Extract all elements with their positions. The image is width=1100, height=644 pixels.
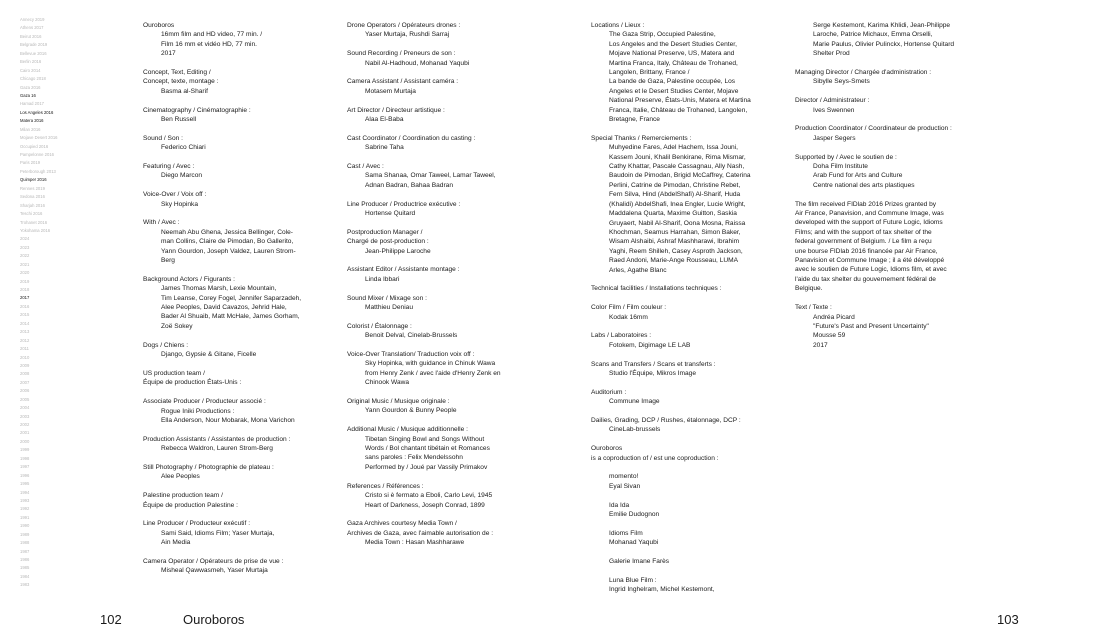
credit-entry (347, 106, 547, 125)
credit-role: Concept, Text, Editing / Concept, texte, montage : (143, 69, 219, 86)
index-item: 2004 (20, 405, 30, 411)
index-item: Gaza 16 (20, 92, 36, 98)
credit-entry (347, 228, 547, 256)
credit-names: Alaa El-Baba (365, 116, 404, 124)
credit-entry (347, 519, 547, 547)
credit-role: Associate Producer / Producteur associé : (143, 398, 266, 406)
index-item: Matera 2016 (20, 118, 44, 124)
index-item: 2010 (20, 354, 30, 360)
credit-entry (347, 397, 547, 416)
index-item: Cairo 2014 (20, 67, 41, 73)
credit-names: momento! Eyal Sivan (609, 473, 641, 490)
index-item: Yokohama 2016 (20, 227, 51, 233)
credit-entry (143, 463, 333, 482)
index-item: 2009 (20, 362, 30, 368)
index-item: Belgrade 2019 (20, 42, 48, 48)
credit-names: Rogue Iniki Productions : Ella Anderson, Nour Mobarak, Mona Varichon (161, 407, 295, 424)
credit-entry (795, 96, 963, 115)
index-item: 2018 (20, 287, 30, 292)
continued-credit: Serge Kestemont, Karima Khlidi, Jean-Philippe Laroche, Patrice Michaux, Emma Orselli, Marie Paulus, Olivier Pulinckx, Hortense Quitard Shelter Prod (813, 22, 955, 58)
credit-entry (347, 21, 547, 40)
index-item: Pampelonne 2016 (20, 152, 54, 157)
credit-names: Linda Ibbari (365, 275, 400, 283)
page-number-left: 102 (100, 612, 122, 627)
credit-role: Scans and Transfers / Scans et transferts : (591, 360, 716, 368)
credit-entry (347, 322, 547, 341)
index-item: 2000 (20, 438, 30, 444)
credit-entry (347, 482, 547, 510)
credit-role: US production team / Équipe de production États-Unis : (143, 369, 242, 387)
credit-names: Luna Blue Film : Ingrid Inghelram, Michel Kestemont, (609, 576, 715, 594)
index-item: Chicago 2018 (20, 76, 46, 82)
index-item: Los Angeles 2016 (20, 109, 54, 115)
credit-role: References / Références : (347, 482, 424, 490)
credit-role: Locations / Lieux : (591, 22, 645, 29)
credit-entry (143, 21, 333, 59)
index-item: Mojave Desert 2016 (20, 135, 58, 141)
credit-role: Assistant Editor / Assistante montage : (347, 266, 460, 274)
credit-role: Sound / Son : (143, 134, 183, 142)
credit-entry (143, 68, 333, 96)
credit-entry (591, 360, 771, 379)
credit-entry (143, 218, 333, 265)
index-item: Occupied 2016 (20, 143, 49, 149)
credit-entry (591, 529, 771, 548)
credit-names: Media Town : Hasan Mashharawe (365, 539, 465, 547)
index-item: Gaza 2016 (20, 84, 41, 90)
credit-role: Line Producer / Producteur exécutif : (143, 520, 251, 528)
credit-entry (143, 435, 333, 454)
credit-entry (143, 134, 333, 153)
credit-names: Matthieu Deniau (365, 304, 414, 312)
credit-entry (347, 162, 547, 190)
credit-entry (143, 190, 333, 209)
credit-role: Auditorium : (591, 388, 627, 396)
credit-role: Dogs / Chiens : (143, 341, 189, 349)
credit-names: Sama Shanaa, Omar Taweel, Lamar Taweel, Adnan Badran, Bahaa Badran (365, 172, 496, 189)
credit-entry (591, 472, 771, 491)
credit-entry (591, 303, 771, 322)
page-number-right: 103 (997, 612, 1019, 627)
index-item: 2008 (20, 371, 30, 377)
credit-entry (143, 162, 333, 181)
credit-entry (143, 275, 333, 331)
credit-entry (591, 576, 771, 595)
credit-names: James Thomas Marsh, Lexie Mountain, Tim Leanse, Corey Fogel, Jennifer Saparzadeh, Alee Peoples, David Cavazos, Jehrid Hale, Bader Al Shuaib, Matt McHale, James Gorham, Zoë Sokey (161, 285, 302, 330)
credit-entry (591, 21, 771, 124)
index-item: 2007 (20, 379, 30, 385)
credit-role: Voice-Over / Voix off : (143, 191, 207, 199)
credit-names: Yaser Murtaja, Rushdi Sarraj (365, 31, 450, 39)
credit-names: Django, Gypsie & Gitane, Ficelle (161, 351, 257, 359)
index-item: Bellevue 2016 (20, 50, 47, 56)
index-item: 2023 (20, 244, 30, 250)
index-item: Trohanet 2016 (20, 219, 48, 225)
credit-names: Motasem Murtaja (365, 87, 416, 95)
credit-names: Sky Hopinka (161, 200, 199, 208)
credit-names: Galerie Imane Farès (609, 557, 670, 565)
credit-entry (591, 444, 771, 463)
index-item: 2003 (20, 413, 30, 419)
funding-paragraph: The film received FIDlab 2016 Prizes granted by Air France, Panavision, and Commune Image, was developed with the support of Future Logic, Idioms Films; and with the support of tax shelter of the federal government of Belgium. / Le film a reçu une bourse FIDlab 2016 financée par Air France, Panavision et Commune Image ; il a été développé avec le soutien de Future Logic, Idioms film, et avec l'aide du tax shelter du gouvernement fédéral de Belgique. (795, 200, 947, 293)
index-item: 2016 (20, 303, 30, 309)
credit-names: Federico Chiari (161, 144, 206, 152)
credit-role: Color Film / Film couleur : (591, 304, 667, 312)
credit-names: Andréa Picard "Future's Past and Present Uncertainty" Mousse 59 2017 (813, 313, 929, 349)
credit-names: The Gaza Strip, Occupied Palestine, Los Angeles and the Desert Studies Center, Mojave National Preserve, US, Matera and Martina Franca, Italy, Château de Trohaned, Langolen, Brittany, France / La bande de Gaza, Palestine occupée, Los Angeles et le Desert Studies Center, Mojave National Preserve, États-Unis, Matera et Martina Franca, Italie, Château de Trohaned, Langolen, Bretagne, France (609, 31, 751, 124)
credit-role: Text / Texte : (795, 304, 832, 312)
credit-entry (591, 388, 771, 407)
index-item: 2020 (20, 270, 30, 276)
credit-names: Idioms Film Mohanad Yaqubi (609, 529, 659, 547)
credit-names: Basma al-Sharif (161, 87, 208, 95)
credit-entry (143, 369, 333, 388)
credit-names: Doha Film Institute Arab Fund for Arts and Culture Centre national des arts plastiques (813, 163, 915, 189)
credit-entry (591, 331, 771, 350)
credit-names: Nabil Al-Hadhoud, Mohanad Yaqubi (365, 59, 470, 67)
index-item: 1998 (20, 455, 30, 461)
credit-names: Hortense Quitard (365, 210, 416, 218)
credit-entry (591, 501, 771, 520)
credit-role: Camera Assistant / Assistant caméra : (347, 78, 459, 86)
credit-names: Rebecca Waldron, Lauren Strom-Berg (161, 445, 273, 453)
index-item: 1988 (20, 540, 30, 546)
credit-role: Cinematography / Cinématographie : (143, 106, 251, 114)
index-item: 1996 (20, 472, 30, 478)
index-item: Annecy 2019 (20, 17, 45, 22)
index-item: 1994 (20, 489, 30, 495)
credit-entry (347, 425, 547, 472)
credit-role: Line Producer / Productrice exécutive : (347, 200, 461, 208)
credit-names: Neemah Abu Ghena, Jessica Bellinger, Cole- man Collins, Claire de Pimodan, Bo Gallerito, Yann Gourdon, Joseph Valdez, Lauren Strom- Berg (161, 228, 296, 265)
credit-role: Art Director / Directeur artistique : (347, 106, 445, 114)
credit-role: Production Coordinator / Coordinateur de production : (795, 125, 952, 133)
credit-names: Yann Gourdon & Bunny People (365, 407, 457, 415)
index-item: Milan 2016 (20, 126, 41, 132)
credit-entry (347, 200, 547, 219)
index-item: 1991 (20, 514, 30, 520)
credit-role: Managing Director / Chargée d'administration : (795, 69, 932, 77)
index-item: Peterborough 2013 (20, 168, 56, 174)
index-item: 1983 (20, 582, 30, 588)
credit-names: Ives Swennen (813, 106, 855, 114)
index-item: 1990 (20, 523, 30, 529)
credit-role: Ouroboros (143, 22, 175, 29)
credit-role: Ouroboros is a coproduction of / est une coproduction : (591, 445, 719, 462)
credit-entry (591, 416, 771, 435)
credit-entry (795, 153, 963, 191)
credit-names: 16mm film and HD video, 77 min. / Film 16 mm et vidéo HD, 77 min. 2017 (161, 31, 263, 58)
credit-names: Cristo si è fermato a Eboli, Carlo Levi, 1945 Heart of Darkness, Joseph Conrad, 1899 (365, 492, 493, 509)
credit-role: Sound Mixer / Mixage son : (347, 294, 427, 302)
credit-entry-text (795, 303, 963, 350)
index-item: 2017 (20, 295, 30, 301)
credit-names: Alee Peoples (161, 473, 200, 481)
index-item: Beirut 2016 (20, 33, 42, 39)
index-item: 1989 (20, 531, 30, 537)
credit-names: Ida Ida Emilie Dudognon (609, 501, 660, 518)
index-item: Teschi 2016 (20, 211, 43, 217)
index-item: Paris 2019 (20, 160, 41, 166)
index-item: Quimper 2016 (20, 177, 47, 183)
index-item: 2022 (20, 253, 30, 259)
credit-role: Director / Administrateur : (795, 97, 870, 105)
credit-entry (347, 265, 547, 284)
credit-entry (591, 134, 771, 275)
credit-entry (347, 134, 547, 153)
credit-entry (347, 77, 547, 96)
index-item: Sedona 2016 (20, 194, 45, 200)
credit-entry (143, 341, 333, 360)
credit-role: With / Avec : (143, 219, 180, 227)
credit-names: Benoit Delval, Cinelab-Brussels (365, 332, 458, 340)
index-item: 2001 (20, 430, 30, 436)
index-item: 2011 (20, 346, 30, 352)
credit-role: Colorist / Étalonnage : (347, 322, 412, 330)
credit-role: Technical facilities / Installations techniques : (591, 285, 722, 293)
credit-names: Sky Hopinka, with guidance in Chinuk Wawa from Henry Zenk / avec l'aide d'Henry Zenk en Chinook Wawa (365, 360, 501, 387)
credit-names: Sabrine Taha (365, 144, 404, 152)
credit-names: Tibetan Singing Bowl and Songs Without Words / Bol chantant tibétain et Romances sans paroles : Felix Mendelssohn Performed by / Joué par Vassily Primakov (365, 435, 490, 471)
index-item: 2019 (20, 278, 30, 284)
credit-role: Palestine production team / Équipe de production Palestine : (143, 492, 238, 509)
credit-role: Production Assistants / Assistantes de production : (143, 435, 291, 443)
credit-entry (143, 519, 333, 547)
index-item: Hamad 2017 (20, 101, 44, 107)
credit-role: Camera Operator / Opérateurs de prise de vue : (143, 557, 284, 565)
credit-entry (347, 294, 547, 313)
credit-entry (143, 491, 333, 510)
index-item: 2006 (20, 388, 30, 394)
credits-column-4 (795, 21, 963, 360)
index-item: 1995 (20, 481, 30, 487)
credit-role: Special Thanks / Remerciements : (591, 134, 692, 142)
credit-names: Kodak 16mm (609, 313, 648, 321)
index-item: 2002 (20, 422, 30, 427)
index-item: 1986 (20, 557, 30, 562)
credit-names: Sami Said, Idioms Film; Yaser Murtaja, Ain Media (161, 529, 275, 547)
credit-names: Jean-Philippe Laroche (365, 247, 431, 255)
index-item: 1987 (20, 548, 30, 554)
credits-column-1 (143, 21, 333, 585)
index-item: 1993 (20, 497, 30, 503)
credit-names: Commune Image (609, 398, 660, 406)
index-list (20, 16, 80, 590)
index-item: 1999 (20, 447, 30, 453)
credit-role: Supported by / Avec le soutien de : (795, 153, 897, 161)
credit-role: Labs / Laboratoires : (591, 332, 652, 340)
credit-role: Original Music / Musique originale : (347, 398, 450, 406)
index-item: 2024 (20, 236, 30, 242)
index-item: Rennes 2019 (20, 185, 45, 191)
index-item: 2012 (20, 337, 30, 343)
index-item: Berlin 2016 (20, 59, 42, 65)
credits-column-4-entries (795, 68, 963, 190)
index-item: 1997 (20, 464, 30, 470)
credit-entry (591, 284, 771, 293)
index-item: 2005 (20, 396, 30, 402)
index-item: 1984 (20, 573, 30, 579)
credit-role: Gaza Archives courtesy Media Town / Archives de Gaza, avec l'aimable autorisation de : (347, 520, 494, 537)
credit-role: Drone Operators / Opérateurs drones : (347, 22, 461, 29)
credit-role: Still Photography / Photographie de plateau : (143, 463, 274, 471)
credit-entry (347, 49, 547, 68)
index-item: 1992 (20, 506, 30, 512)
credit-entry (795, 124, 963, 143)
credit-names: Ben Russell (161, 116, 197, 124)
credit-names: Misheal Qawwasmeh, Yaser Murtaja (161, 567, 268, 575)
credit-names: Sibylle Seys-Smets (813, 78, 870, 86)
credit-names: Diego Marcon (161, 172, 203, 180)
index-item: 2013 (20, 329, 30, 335)
index-item: 2014 (20, 320, 30, 326)
credit-entry (143, 397, 333, 425)
index-item: Athens 2017 (20, 25, 44, 31)
credit-role: Background Actors / Figurants : (143, 275, 235, 283)
credit-role: Voice-Over Translation/ Traduction voix off : (347, 351, 475, 359)
credit-entry (591, 557, 771, 566)
credit-role: Featuring / Avec : (143, 163, 195, 171)
credit-role: Dailies, Grading, DCP / Rushes, étalonnage, DCP : (591, 416, 741, 424)
credit-entry (795, 68, 963, 87)
credit-names: Muhyedine Fares, Adel Hachem, Issa Jouni, Kassem Jouni, Khalil Benkirane, Rima Mismar, Cathy Khattar, Pascale Cassagnau, Ally Nash, Baudoin de Pimodan, Brigid McCaffrey, Caterina Perlini, Catrine de Pimodan, Christine Rebet, Fern Silva, Hind (AbdelShafi) Al-Sharif, Huda (Khalidi) AbdelShafi, Inea Engler, Lucie Wright, Maddalena Quarta, Maxime Guitton, Saskia Gruyaert, Nabil Al-Sharif, Oona Mosna, Raissa Khochman, Seamus Harrahan, Simon Baker, Wisam Alshaibi, Ashraf Mashharawi, Ibrahim Yaghi, Reem Shilleh, Casey Asproth Jackson, Raed Andoni, Marie-Ange Rousseau, LUMA Arles, Agathe Blanc (609, 144, 751, 274)
credit-role: Cast / Avec : (347, 163, 384, 171)
credits-column-3 (591, 21, 771, 604)
credit-entry (143, 106, 333, 125)
credit-names: Studio l'Équipe, Mikros Image (609, 369, 697, 377)
credit-names: CineLab-brussels (609, 426, 661, 434)
credit-names: Jasper Segers (813, 134, 856, 142)
credit-entry (143, 557, 333, 576)
credit-entry (347, 350, 547, 388)
credit-role: Sound Recording / Preneurs de son : (347, 50, 456, 58)
credit-role: Additional Music / Musique additionnelle : (347, 426, 468, 434)
running-title: Ouroboros (183, 612, 245, 627)
index-item: 1985 (20, 565, 30, 571)
credit-role: Cast Coordinator / Coordination du casting : (347, 134, 476, 142)
credit-role: Postproduction Manager / Chargé de post-production : (347, 228, 429, 246)
index-item: Sharjah 2016 (20, 202, 45, 208)
index-item: 2021 (20, 261, 30, 267)
index-item: 2015 (20, 312, 30, 318)
credits-column-2 (347, 21, 547, 557)
credit-names: Fotokem, Digimage LE LAB (609, 341, 691, 349)
